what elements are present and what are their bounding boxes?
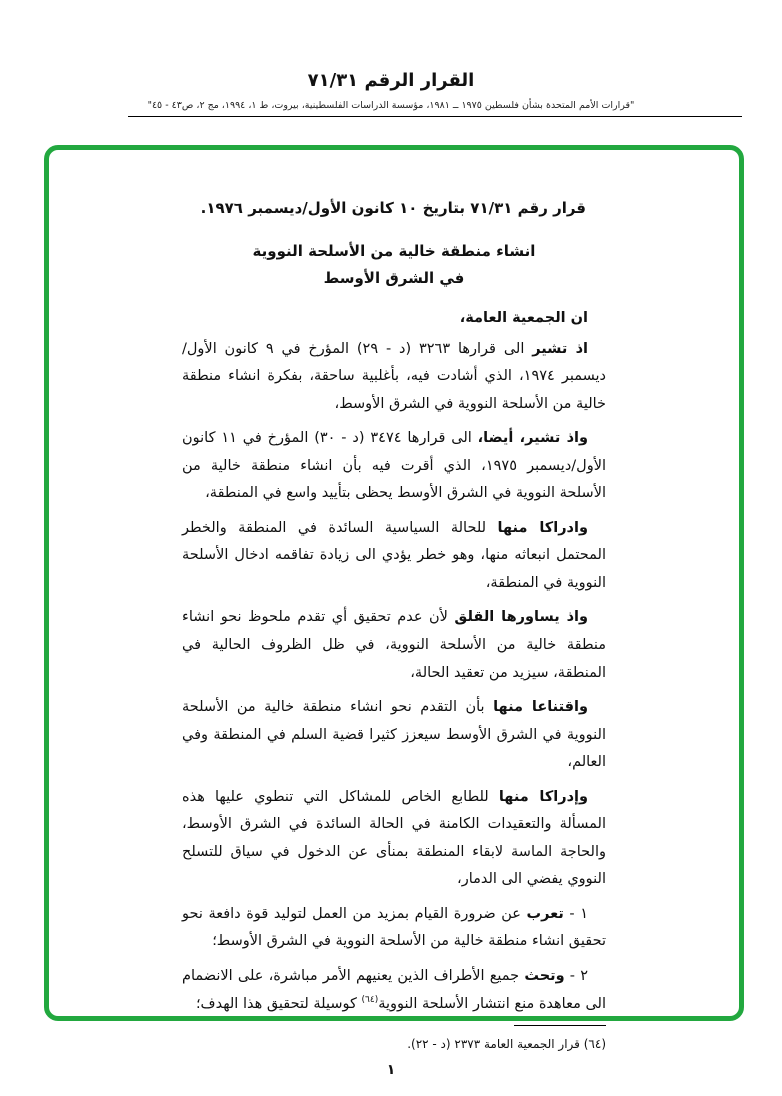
resolution-heading: قرار رقم ٧١/٣١ بتاريخ ١٠ كانون الأول/ديسمبر ١٩٧٦.	[200, 199, 586, 217]
paragraph: واذ يساورها القلق لأن عدم تحقيق أي تقدم ملحوظ نحو انشاء منطقة خالية من الأسلحة النووية، في ظل الظروف الحالية في المنطقة، سيزيد من تعقيد الحالة،	[182, 609, 606, 681]
paragraph: وإدراكا منها للطابع الخاص للمشاكل التي تنطوي عليها هذه المسألة والتعقيدات الكامنة في الحالة السائدة في الشرق الأوسط، والحاجة الماسة لابقاء المنطقة بمنأى عن الدخول في سياق للتسلح النووي يفضي الى الدمار،	[182, 788, 606, 888]
header-divider	[128, 116, 742, 117]
preamble-opening: ان الجمعية العامة،	[459, 309, 588, 326]
footnote: (٦٤) قرار الجمعية العامة ٢٣٧٣ (د - ٢٢).	[407, 1037, 606, 1052]
resolution-number-heading: القرار الرقم ٧١/٣١	[307, 70, 475, 91]
paragraph: اذ تشير الى قرارها ٣٢٦٣ (د - ٢٩) المؤرخ في ٩ كانون الأول/ ديسمبر ١٩٧٤، الذي أشادت فيه، بأغلبية ساحقة، بفكرة انشاء منطقة خالية من الأسلحة النووية في الشرق الأوسط،	[182, 340, 607, 412]
page-number: ١	[386, 1062, 396, 1078]
footnote-area	[182, 1025, 606, 1053]
page-header	[0, 0, 782, 117]
paragraph: ٢ - وتحث جميع الأطراف الذين يعنيهم الأمر مباشرة، على الانضمام الى معاهدة منع انتشار الأسلحة النووية$^{(٦٤)}$ كوسيلة لتحقيق هذا الهدف؛	[182, 967, 606, 1012]
paragraph: واذ تشير، أيضا، الى قرارها ٣٤٧٤ (د - ٣٠) المؤرخ في ١١ كانون الأول/ديسمبر ١٩٧٥، الذي أقرت فيه بأن انشاء منطقة خالية من الأسلحة النووية في الشرق الأوسط يحظى بتأييد واسع في المنطقة،	[182, 430, 606, 502]
paragraph: واقتناعا منها بأن التقدم نحو انشاء منطقة خالية من الأسلحة النووية في الشرق الأوسط سيعزز كثيرا قضية السلم في المنطقة وفي العالم،	[182, 699, 606, 771]
paragraph: ١ - تعرب عن ضرورة القيام بمزيد من العمل لتوليد قوة دافعة نحو تحقيق انشاء منطقة خالية من الأسلحة النووية في الشرق الأوسط؛	[182, 905, 606, 950]
resolution-title-line2: في الشرق الأوسط	[323, 268, 465, 287]
highlight-frame	[44, 145, 744, 1052]
resolution-title-line1: انشاء منطقة خالية من الأسلحة النووية	[252, 241, 536, 260]
paragraph: وادراكا منها للحالة السياسية السائدة في المنطقة والخطر المحتمل انبعاثه منها، وهو خطر يؤدي الى زيادة تفاقمه ادخال الأسلحة النووية في المنطقة،	[182, 519, 606, 591]
source-citation: "قرارات الأمم المتحدة بشأن فلسطين ١٩٧٥ ــ ١٩٨١، مؤسسة الدراسات الفلسطينية، بيروت، ط ١، ١٩٩٤، مج ٢، ص٤٣ - ٤٥"	[147, 100, 635, 111]
resolution-body	[182, 150, 607, 1052]
paragraph-list	[182, 336, 606, 1026]
footnote-divider	[514, 1025, 606, 1026]
